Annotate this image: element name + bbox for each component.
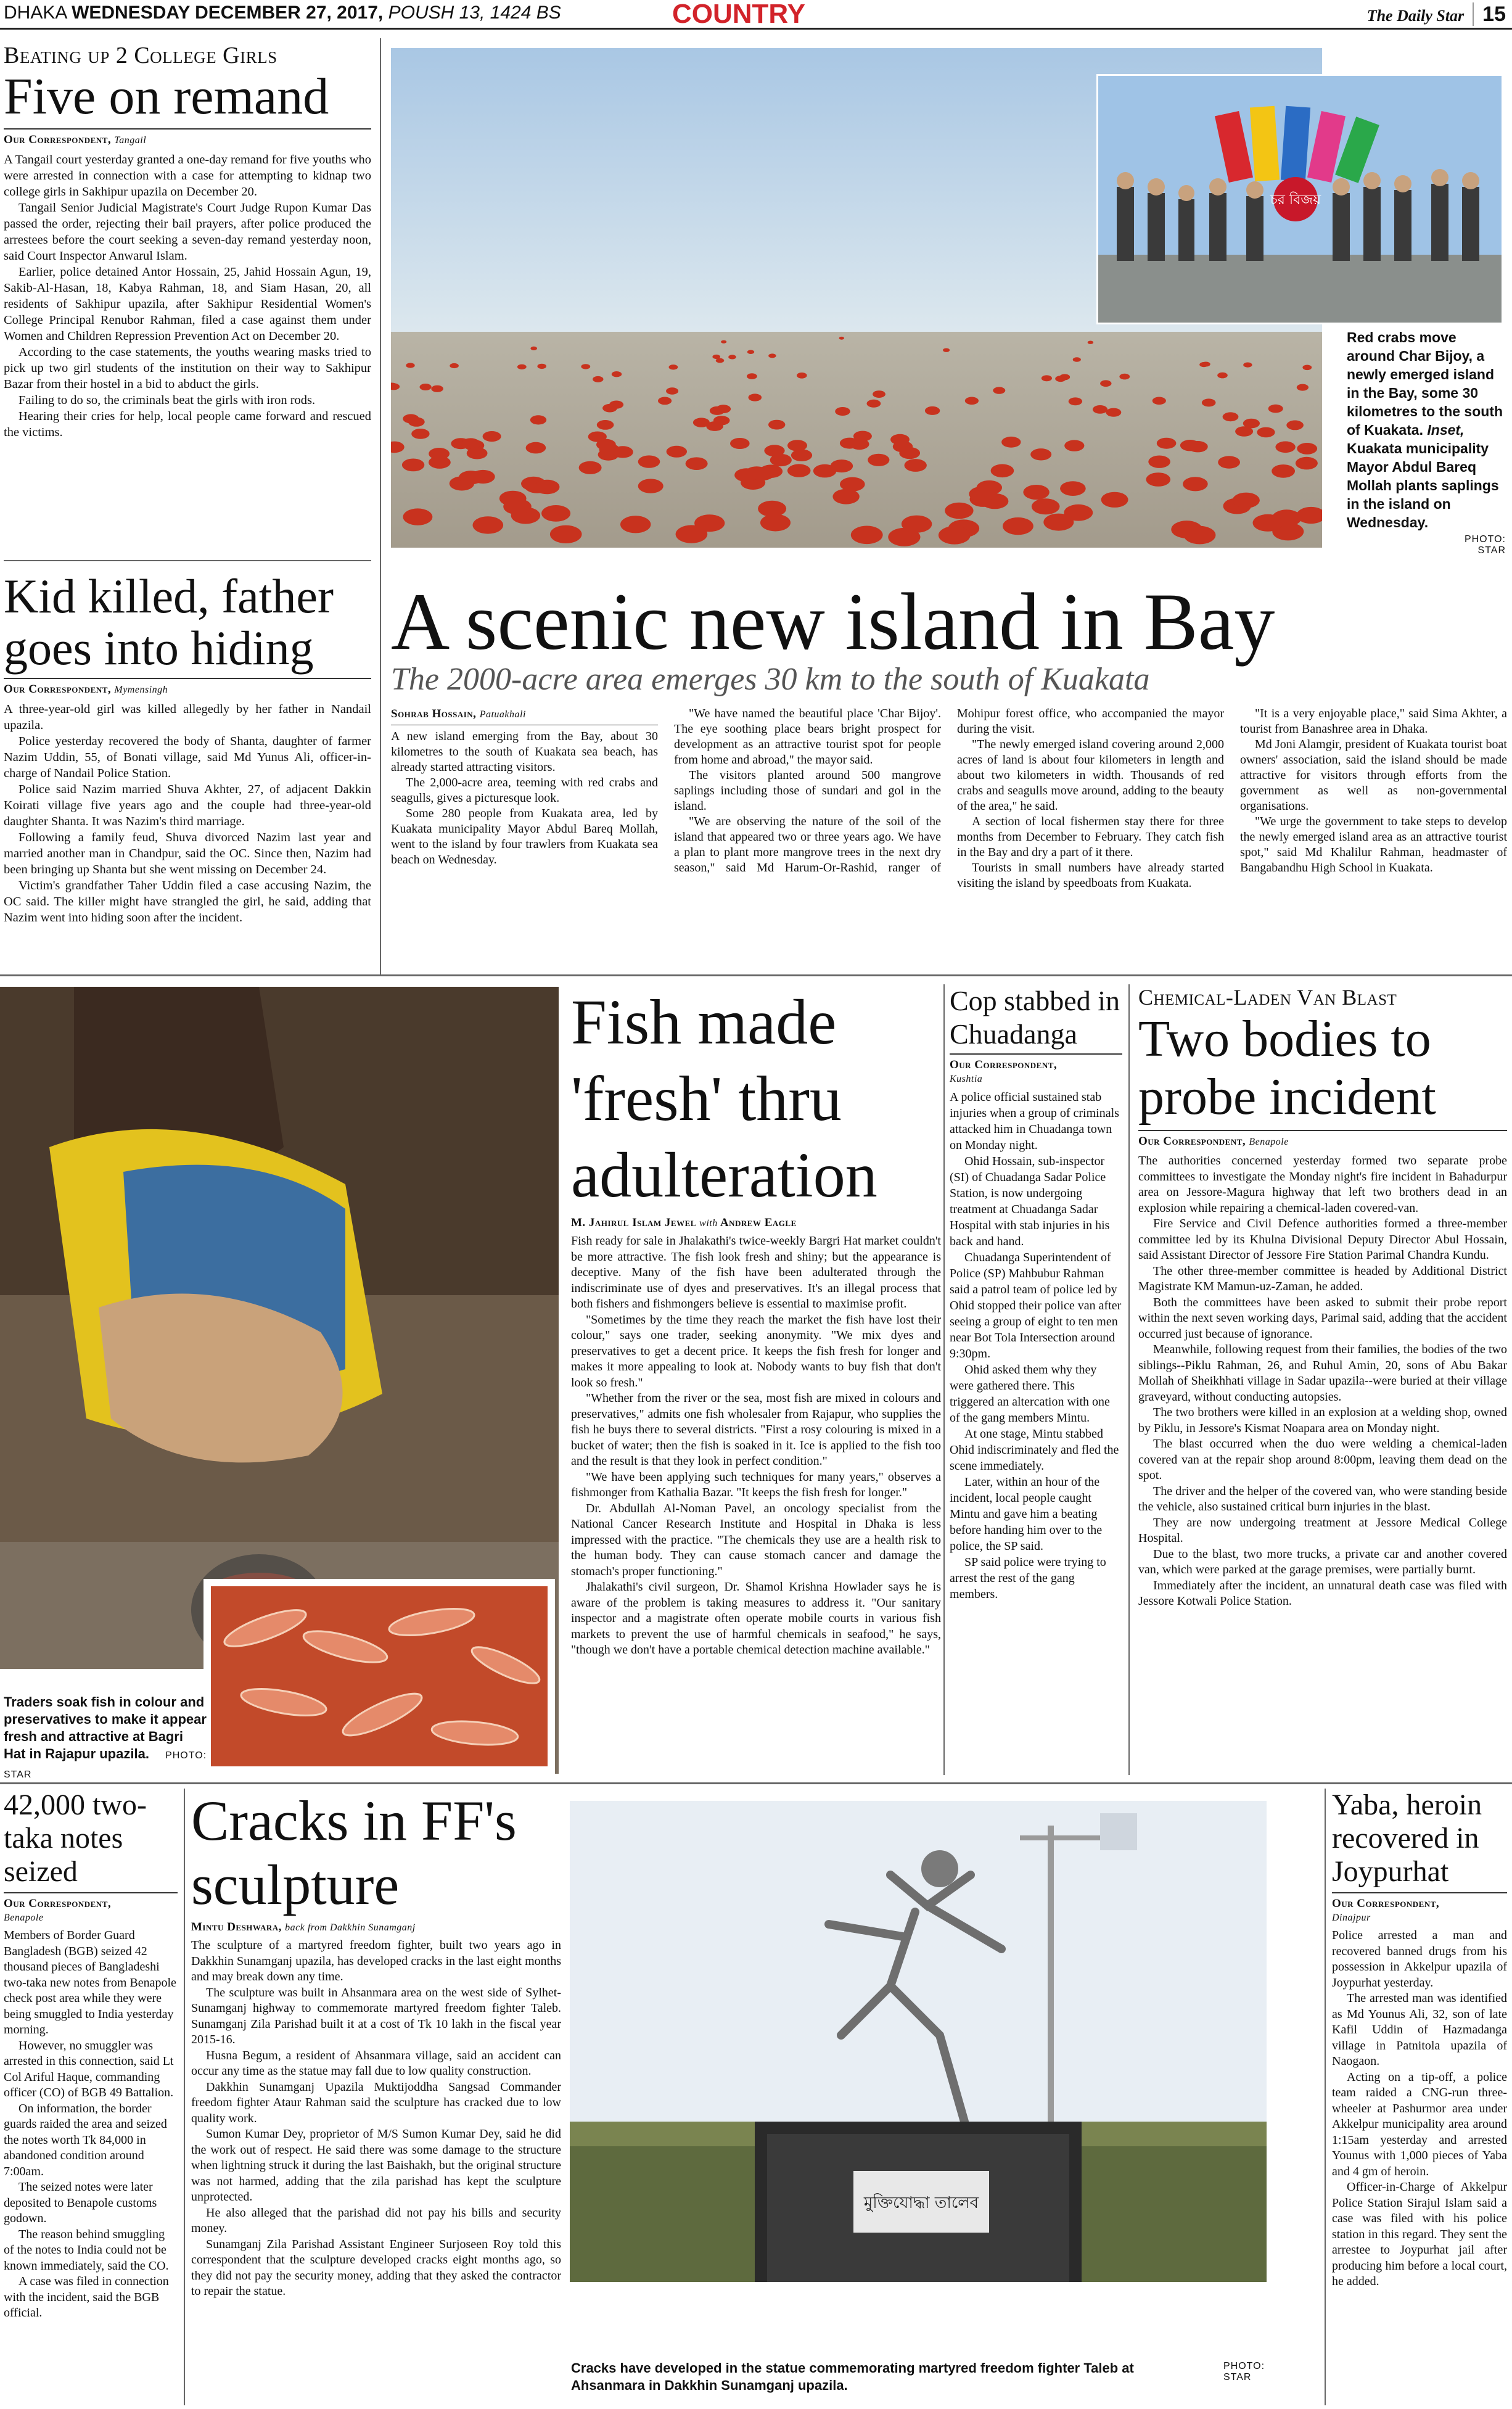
- crab-mark: [747, 373, 757, 379]
- crab-mark: [609, 401, 623, 409]
- crab-mark: [1064, 440, 1084, 451]
- notes-headline: 42,000 two-taka notes seized: [4, 1789, 147, 1888]
- cop-body: A police official sustained stab injuries when a group of criminals attacked him in Chuadanga town on Monday night. Ohid Hossain, sub-inspector (SI) of Chuadanga Sadar Police Station, is now undergoing treatment at Chuadanga Sadar Hospital with stab injuries in his back and hand. Chuadanga Superintendent of Police (SP) Mahbubur Rahman said a patrol team of police led by Ohid stopped their police van after seeing a group of eight to ten men near Bot Tola Intersection around 9:30pm. Ohid asked them why they were gathered there. This triggered an altercation with one of the gang members Mintu. At one stage, Mintu stabbed Ohid indiscriminately and fled the scene immediately. Later, within an hour of the incident, local people caught Mintu and gave him a beating before handing him over to the police, the SP said. SP said police were trying to arrest the rest of the gang members.: [950, 1090, 1122, 1601]
- crab-mark: [593, 376, 603, 382]
- yaba-byline: Our Correspondent, Dinajpur: [1332, 1892, 1507, 1924]
- crab-mark: [402, 459, 424, 472]
- crab-mark: [1093, 405, 1107, 414]
- crab-mark: [993, 387, 1005, 393]
- crab-mark: [713, 416, 730, 425]
- kid-body: A three-year-old girl was killed allegedly by her father in Nandail upazila. Police yesterday recovered the body of Shanta, daughter of farmer Nazim Uddin, 55, of Bonati village, said Md Yunus Ali, officer-in-charge of Nandail Police Station. Police said Nazim married Shuva Akhter, 27, of adjacent Dakkin Koirati village five years ago and the couple had three-year-old daughter Shanta. It was Nazim's third marriage. Following a family feud, Shuva divorced Nazim last year and married another man in Chandpur, said the OC. Since then, Nazim had been bringing up Shanta but she went missing on December 24. Victim's grandfather Taher Uddin filed a case accusing Nazim, the OC said. The killer might have strangled the girl, he said, adding that Nazim went into hiding soon after the incident.: [4, 702, 371, 924]
- cop-byline: Our Correspondent, Kushtia: [950, 1053, 1122, 1085]
- crab-mark: [1183, 477, 1208, 491]
- crab-mark: [1073, 357, 1081, 362]
- crab-mark: [770, 454, 792, 466]
- island-body: Sohrab Hossain, Patuakhali A new island emerging from the Bay, about 30 kilometres to the south of Kuakata sea beach, has already started attracting visitors. The 2,000-acre area, teeming with red crabs and seagulls, gives a picturesque look. Some 280 people from Kuakata area, led by Kuakata municipality Mayor Abdul Bareq Mollah, went to the island by four trawlers from Kuakata sea beach on Wednesday. "We have named the beautiful place 'Char Bijoy'. The eye soothing place bears bright prospect for development as an attractive tourist spot for people from home and abroad," the mayor said. The visitors planted around 500 mangrove saplings including those of sundari and gol in the island. "We are observing the nature of the soil of the island that appeared two or three years ago. We have a plan to plant more mangrove trees in the next dry season," said Md Harum-Or-Rashid, ranger of Mohipur forest office, who accompanied the mayor during the visit. "The newly emerged island covering around 2,000 acres of land is about four kilometers in length and about two kilometers in width. Thousands of red crabs and seagulls move around, adding to the beauty of the area," he said. A section of local fishermen stay there for three months from December to February. They catch fish in the Bay and dry a part of it there. Tourists in small numbers have already started visiting the island by speedboats from Kuakata. "It is a very enjoyable place," said Sima Akhter, a tourist from Banashree area in Dhaka. Md Joni Alamgir, president of Kuakata tourist boat owners' association, said the island should be made attractive for visitors through efforts from the government as well as non-governmental organisations. "We urge the government to take steps to develop the newly emerged island area as an attractive tourist spot," said Md Khalilur Rahman, headmaster of Bangabandhu High School in Kuakata.: [391, 707, 1507, 890]
- column-rule: [380, 38, 381, 976]
- kid-byline: Our Correspondent, Mymensingh: [4, 678, 371, 696]
- crab-mark: [1023, 485, 1049, 500]
- page-folio: [0, 0, 1512, 30]
- section-rule: [0, 1782, 1512, 1784]
- crab-mark: [813, 464, 837, 478]
- crab-mark: [758, 501, 786, 517]
- crab-mark: [1223, 412, 1239, 421]
- crab-mark: [853, 431, 872, 442]
- crab-mark: [721, 340, 726, 344]
- blast-kicker: Chemical-Laden Van Blast: [1138, 985, 1397, 1010]
- crab-mark: [851, 526, 883, 545]
- sculpture-body: The sculpture of a martyred freedom fighter, built two years ago in Dakkhin Sunamganj upazila, has developed cracks in the last eight months and may break down any time. The sculpture was built in Ahsanmara area on the west side of Sylhet-Sunamganj highway to commemorate martyred freedom fighter Taleb. Sunamganj Zila Parishad built it at a cost of Tk 10 lakh in the fiscal year 2015-16. Husna Begum, a resident of Ahsanmara village, said an accident can occur any time as the statue may fall due to low quality construction. Dakkhin Sunamganj Upazila Muktijoddha Sangsad Commander freedom fighter Ataur Rahman said the sculpture has cracked due to low quality work. Sumon Kumar Dey, proprietor of M/S Sumon Kumar Dey, said he did the work out of respect. He said there was some damage to the structure when lightning struck it during the last Baishakh, but the original structure was not harmed, adding that the zila parishad has kept the sculpture unprotected. He also alleged that the parishad did not pay his bills and security money. Sunamganj Zila Parishad Assistant Engineer Surjoseen Roy told this correspondent that the sculpture developed cracks eight months ago, so they did not pay the security money, adding that they asked the contractor to repair the statue.: [191, 1938, 561, 2298]
- crab-mark: [768, 420, 785, 430]
- story-sculpture: [191, 1789, 561, 2300]
- crab-mark: [420, 384, 432, 390]
- crab-mark: [638, 479, 664, 493]
- crab-mark: [666, 387, 678, 394]
- crab-mark: [471, 470, 495, 484]
- crab-mark: [597, 420, 614, 430]
- crab-mark: [797, 373, 807, 379]
- crab-mark: [1257, 427, 1275, 438]
- crab-mark: [1064, 504, 1093, 521]
- crab-mark: [530, 347, 537, 350]
- crab-mark: [450, 363, 459, 368]
- crab-mark: [473, 516, 504, 533]
- page-number: 15: [1473, 2, 1506, 26]
- crab-mark: [694, 514, 725, 532]
- crab-mark: [537, 364, 546, 369]
- crab-mark: [1101, 492, 1128, 508]
- folio-right: [1367, 2, 1506, 27]
- crab-mark: [1157, 438, 1177, 449]
- crab-mark: [658, 397, 672, 405]
- crab-mark: [1296, 457, 1318, 470]
- story-cop: [950, 984, 1122, 1602]
- column-rule: [943, 984, 945, 1775]
- crab-mark: [1217, 373, 1228, 379]
- crab-mark: [1030, 448, 1051, 460]
- crab-mark: [1069, 397, 1082, 405]
- folio-date: [4, 2, 561, 23]
- crab-mark: [1148, 456, 1170, 468]
- story-fish: [571, 984, 941, 1658]
- crab-mark: [581, 364, 590, 369]
- notes-byline: Our Correspondent, Benapole: [4, 1892, 178, 1924]
- fish-body: Fish ready for sale in Jhalakathi's twice-weekly Bargri Hat market couldn't be more attractive. The fish look fresh and shiny; but the appearance is deceptive. Many of the fish have been adulterated through the indiscriminate use of dyes and preservatives. It's an illegal process that both fishers and fishmongers believe is essential to maximise profit. "Sometimes by the time they reach the market the fish have lost their colour," says one trader, seeking anonymity. "We mix dyes and preservatives to get a decent price. It keeps the fish fresh for longer and makes it more appealing to look at. Nobody wants to buy fish that don't look so fresh." "Whether from the river or the sea, most fish are mixed in colours and preservatives," admits one fish wholesaler from Rajapur, who supplies the fish he buys there to several districts. "First a rosy colouring is mixed in a bucket of water; then the fish is soaked in it. Ice is applied to the fish too and the result is that they look in perfect condition." "We have been applying such techniques for many years," observes a fishmonger from Kathalia Bazar. "It keeps the fish fresh for longer." Dr. Abdullah Al-Noman Pavel, an oncology specialist from the National Cancer Research Institute and Hospital in Dhaka is less impressed with the practice. "The chemicals they use are a health risk to the human body. They can cause stomach cancer and damage the stomach's proper functioning." Jhalakathi's civil surgeon, Dr. Shamol Krishna Howlader says he is aware of the problem is taking measures to address it. "Our sanitary inspector and a magistrate often operate mobile courts in various fish markets to prevent the use of harmful chemicals in seafood," he says, "though we don't have a portable chemical detection machine available.": [571, 1234, 941, 1657]
- crab-mark: [406, 363, 414, 368]
- crab-mark: [868, 454, 889, 466]
- remand-headline: Five on remand: [4, 68, 329, 125]
- crab-mark: [1055, 376, 1066, 382]
- crab-mark: [588, 432, 607, 442]
- kid-headline: Kid killed, father goes into hiding: [4, 569, 334, 675]
- crab-mark: [667, 446, 687, 458]
- blast-headline: Two bodies to probe incident: [1138, 1010, 1436, 1126]
- crab-mark: [1119, 374, 1130, 380]
- crab-mark: [1202, 398, 1216, 406]
- remand-byline: Our Correspondent, Tangail: [4, 128, 371, 147]
- crab-mark: [1218, 456, 1240, 468]
- crab-mark: [1268, 405, 1283, 413]
- inset-sign-text: চর বিজয়: [1270, 192, 1321, 208]
- crab-mark: [730, 438, 750, 449]
- crab-mark: [530, 415, 546, 424]
- crab-mark: [902, 516, 932, 533]
- crab-mark: [1180, 440, 1200, 451]
- crab-mark: [1253, 514, 1283, 532]
- column-rule: [184, 1789, 185, 2405]
- crab-mark: [517, 364, 527, 369]
- folio-bangla-date: POUSH 13, 1424 BS: [388, 2, 561, 23]
- folio-weekday-date: WEDNESDAY DECEMBER 27, 2017,: [72, 2, 384, 23]
- crab-mark: [747, 350, 754, 354]
- crab-mark: [1146, 472, 1171, 487]
- crab-mark: [787, 464, 811, 477]
- folio-city: DHAKA: [4, 2, 67, 23]
- crab-mark: [943, 348, 950, 352]
- crab-mark: [612, 446, 633, 458]
- crab-mark: [431, 385, 443, 392]
- crab-mark: [503, 498, 532, 514]
- crab-mark: [1272, 464, 1295, 478]
- crab-mark: [1152, 397, 1166, 405]
- crab-mark: [1243, 363, 1252, 368]
- story-yaba: [1332, 1789, 1507, 2290]
- island-byline: Sohrab Hossain, Patuakhali: [391, 706, 658, 725]
- crab-mark: [710, 406, 725, 415]
- crab-mark: [835, 407, 850, 416]
- crab-mark: [693, 418, 710, 427]
- remand-body: A Tangail court yesterday granted a one-day remand for five youths who were arrested in connection with a case for attempting to kidnap two college girls in Sakhipur upazila on December 20. Tangail Senior Judicial Magistrate's Court Judge Rupon Kumar Das passed the order, rejecting their bail prayers, after police produced the arrestees before the court seeking a seven-day remand yesterday noon, said Court Inspector Anwarul Islam. Earlier, police detained Antor Hossain, 25, Jahid Hossain Agun, 19, Sakib-Al-Hasan, 18, Kabya Rahman, 18, and Siam Hasan, 20, all residents of Sakhipur upazila, after Sakhipur Residential Women's College Principal Renubor Rahman, filed a case against them under Women and Children Repression Prevention Act on December 20. According to the case statements, the youths wearing masks tried to pick up two girl students of the institution on their way to Sakhipur Bazar from their hostel in a bid to abduct the girls. Failing to do so, the criminals beat the girls with iron rods. Hearing their cries for help, local people came forward and rescued the victims.: [4, 153, 371, 439]
- crab-mark: [526, 442, 546, 454]
- section-name: COUNTRY: [672, 0, 805, 29]
- mayor-planting-image: [1098, 76, 1502, 323]
- crab-mark: [925, 406, 940, 415]
- crab-mark: [791, 449, 812, 461]
- crab-mark: [1202, 362, 1210, 367]
- island-photo-credit: PHOTO: STAR: [1464, 534, 1506, 556]
- sculpture-headline: Cracks in FF's sculpture: [191, 1789, 517, 1916]
- crab-mark: [1060, 481, 1086, 496]
- crab-mark: [873, 390, 885, 398]
- crab-mark: [991, 464, 1014, 478]
- crab-mark: [1297, 384, 1309, 391]
- crab-mark: [669, 364, 678, 369]
- sculpture-byline: Mintu Deshwara, back from Dakkhin Sunamganj: [191, 1921, 416, 1933]
- crab-mark: [1088, 341, 1093, 344]
- yaba-headline: Yaba, heroin recovered in Joypurhat: [1332, 1789, 1482, 1888]
- crab-mark: [945, 503, 973, 519]
- crab-mark: [1286, 421, 1304, 430]
- crab-mark: [686, 457, 708, 470]
- crab-mark: [483, 431, 501, 442]
- crab-mark: [403, 508, 433, 525]
- crab-mark: [760, 514, 791, 532]
- crab-mark: [1100, 380, 1111, 387]
- crab-mark: [579, 461, 602, 474]
- crab-mark: [1297, 443, 1317, 455]
- crab-mark: [534, 480, 559, 495]
- crab-mark: [749, 393, 762, 401]
- crab-mark: [541, 505, 570, 522]
- crab-mark: [1003, 517, 1033, 535]
- sculpture-photo: [570, 1801, 1267, 2323]
- crab-mark: [734, 468, 758, 482]
- crab-mark: [965, 397, 979, 405]
- crab-mark: [1032, 498, 1060, 514]
- story-blast: [1138, 984, 1507, 1610]
- section-rule: [0, 974, 1512, 976]
- island-subhead: The 2000-acre area emerges 30 km to the south of Kuakata: [391, 662, 1150, 697]
- crab-mark: [467, 447, 488, 459]
- story-remand: [4, 42, 371, 440]
- crab-mark: [1302, 365, 1312, 371]
- fish-dye-image: [0, 987, 559, 1774]
- crab-mark: [893, 441, 913, 452]
- fish-byline: M. Jahirul Islam Jewel with Andrew Eagle: [571, 1216, 797, 1229]
- crab-mark: [1184, 526, 1216, 545]
- blast-body: The authorities concerned yesterday formed two separate probe committees to investigate the Monday night's fire incident in Bahadurpur area on Jessore-Magura highway that left two brothers dead in an explosion while repairing a chemical-laden covered-van. Fire Service and Civil Defence authorities formed a three-member committee led by its Khulna Divisional Deputy Director Abul Hossain, said Assistant Director of Jessore Fire Station Parimal Chandra Kundu. The other three-member committee is headed by Additional District Magistrate KM Mamun-uz-Zaman, he added. Both the committees have been asked to submit their probe report within the next seven working days, Parimal said, adding that the accident occurred just because of ignorance. Meanwhile, following request from their families, the bodies of the two siblings--Piklu Rahman, 26, and Ruhul Amin, 20, sons of Abu Bakar Mollah of Sheikhhati village in Sadar upazila--were buried at their village graveyard, without conducting autopsies. The two brothers were killed in an explosion at a welding shop, owned by Piklu, in Jessore's Kismat Noapara area on Monday night. The blast occurred when the duo were welding a chemical-laden covered van at the repair shop around 8:00pm, leaving them dead on the spot. The driver and the helper of the covered van, who were standing beside the vehicle, also sustained critical burn injuries in the blast. They are now undergoing treatment at Jessore Medical College Hospital. Due to the blast, two more trucks, a private car and another covered van, which were parked at the garage premises, were partially burnt. Immediately after the incident, an unnatural death case was filed with Jessore Kotwali Police Station.: [1138, 1154, 1507, 1608]
- sculpture-photo-credit: PHOTO: STAR: [1223, 2361, 1265, 2382]
- island-headline: A scenic new island in Bay: [391, 576, 1275, 667]
- story-kid: [4, 570, 371, 926]
- fish-photo: [0, 987, 559, 1774]
- freedom-fighter-statue-image: [570, 1801, 1267, 2323]
- sculpture-photo-caption: Cracks have developed in the statue commemorating martyred freedom fighter Taleb at Ahsanmara in Dakkhin Sunamganj upazila.: [571, 2360, 1134, 2393]
- crab-mark: [411, 429, 429, 439]
- crab-mark: [905, 459, 927, 472]
- rule: [4, 560, 371, 561]
- crab-mark: [620, 516, 651, 533]
- story-notes: [4, 1789, 178, 2321]
- crab-mark: [768, 353, 776, 358]
- crab-mark: [408, 417, 425, 426]
- column-rule: [1128, 984, 1130, 1775]
- crab-mark: [638, 455, 660, 467]
- fish-photo-caption: Traders soak fish in colour and preservatives to make it appear fresh and attractive at Bagri Hat in Rajapur upazila. PHOTO: STAR: [4, 1694, 207, 1780]
- crab-mark: [712, 355, 720, 359]
- crab-mark: [728, 355, 736, 359]
- crab-mark: [939, 526, 971, 545]
- column-rule: [1325, 1789, 1326, 2405]
- crab-mark: [867, 400, 881, 408]
- remand-kicker: Beating up 2 College Girls: [4, 43, 277, 68]
- crab-mark: [1235, 426, 1253, 437]
- crab-mark: [969, 487, 995, 501]
- notes-body: Members of Border Guard Bangladesh (BGB) seized 42 thousand pieces of Bangladeshi two-taka new notes from Benapole check post area while they were being smuggled to India yesterday morning. However, no smuggler was arrested in this connection, said Lt Col Ariful Haque, commanding officer (CO) of BGB 49 Battalion. On information, the border guards raided the area and seized the notes worth Tk 84,000 in abandoned condition around 7:00am. The seized notes were later deposited to Benapole customs godown. The reason behind smuggling of the notes to India could not be known immediately, said the CO. A case was filed in connection with the incident, said the BGB official.: [4, 1929, 176, 2320]
- crab-mark: [1106, 408, 1122, 417]
- plaque-text: মুক্তিযোদ্ধা তালেব: [863, 2194, 979, 2212]
- island-photo-caption: Red crabs move around Char Bijoy, a newly emerged island in the Bay, some 30 kilometres to the south of Kuakata. Inset, Kuakata municipality Mayor Abdul Bareq Mollah plants saplings in the island on Wednesday.: [1347, 329, 1503, 530]
- cop-headline: Cop stabbed in Chuadanga: [950, 985, 1120, 1050]
- crab-mark: [839, 337, 844, 340]
- crab-mark: [1233, 493, 1260, 508]
- paper-logo: The Daily Star: [1366, 7, 1465, 25]
- fish-photo-credit: PHOTO: STAR: [4, 1750, 207, 1780]
- yaba-body: Police arrested a man and recovered banned drugs from his possession in Akkelpur upazila of Joypurhat yesterday. The arrested man was identified as Md Younus Ali, 32, son of late Kafil Uddin of Hazmadanga village in Patnitola upazila of Naogaon. Acting on a tip-off, a police team raided a CNG-run three-wheeler at Pashurmor area under Akkelpur municipality area around 1:15am yesterday and arrested Younus with 1,000 pieces of Yaba and 4 gm of heroin. Officer-in-Charge of Akkelpur Police Station Sirajul Islam said a case was filed with his police station in this regard. They sent the arrestee to Joypurhat jail after producing him before a local court, he added.: [1332, 1929, 1507, 2288]
- crab-mark: [1001, 437, 1021, 448]
- crab-mark: [832, 489, 859, 504]
- blast-byline: Our Correspondent, Benapole: [1138, 1130, 1507, 1148]
- fish-headline: Fish made 'fresh' thru adulteration: [571, 987, 877, 1211]
- crab-mark: [550, 525, 582, 543]
- crab-mark: [1042, 375, 1052, 381]
- story-island: [391, 576, 1507, 941]
- inset-photo: [1096, 74, 1503, 324]
- crab-mark: [1275, 442, 1295, 453]
- crab-mark: [429, 456, 451, 469]
- crab-mark: [612, 371, 622, 377]
